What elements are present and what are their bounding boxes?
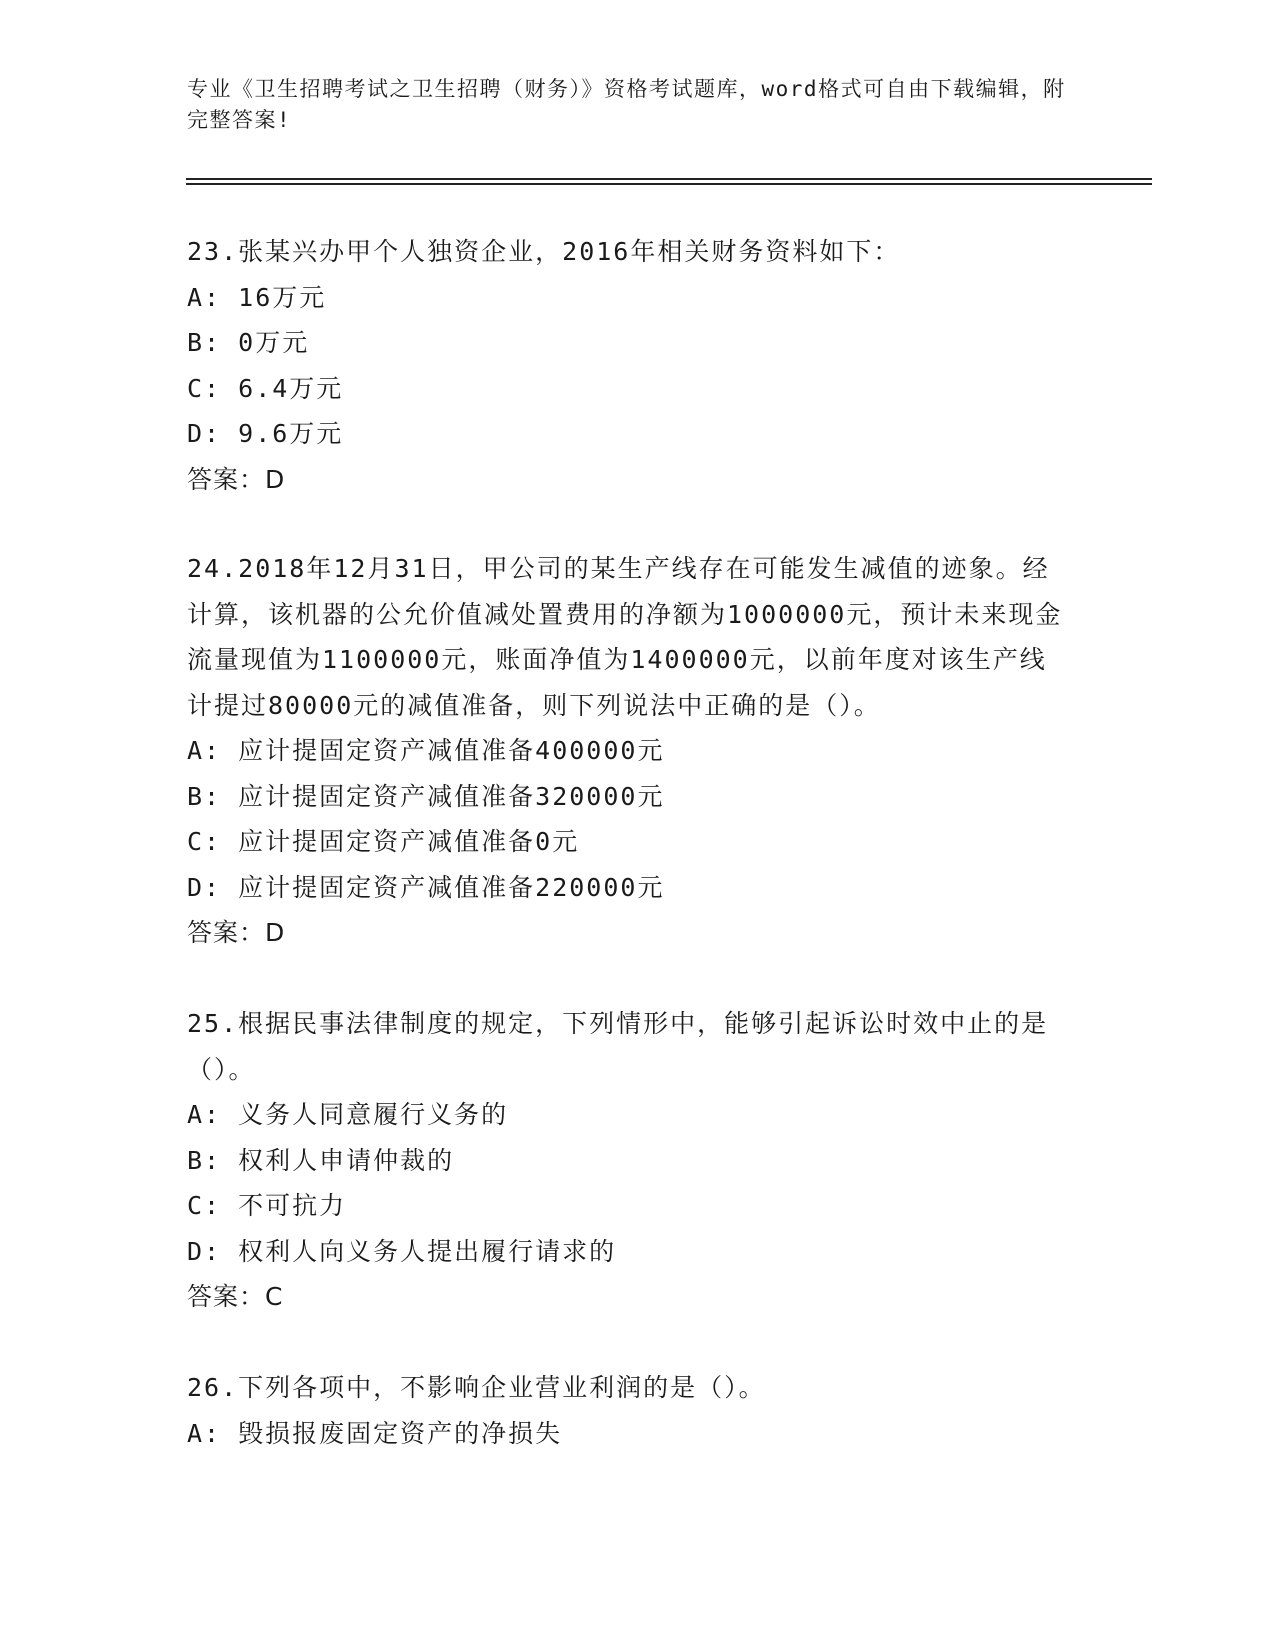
question-23	[187, 229, 1087, 502]
header-divider-top	[186, 178, 1152, 180]
option-c: C: 不可抗力	[187, 1191, 347, 1220]
question-26	[187, 1365, 1087, 1456]
option-c: C: 应计提固定资产减值准备0元	[187, 827, 580, 856]
option-c: C: 6.4万元	[187, 373, 344, 403]
option-a: A: 毁损报废固定资产的净损失	[187, 1418, 563, 1448]
option-d: D: 权利人向义务人提出履行请求的	[187, 1236, 617, 1266]
option-a: A: 义务人同意履行义务的	[187, 1100, 509, 1129]
option-b: B: 应计提固定资产减值准备320000元	[187, 781, 665, 811]
option-b: B: 权利人申请仲裁的	[187, 1145, 455, 1175]
document-header: 专业《卫生招聘考试之卫生招聘（财务）》资格考试题库，word格式可自由下载编辑，附完整答案!	[187, 77, 1066, 132]
option-a: A: 16万元	[187, 282, 327, 312]
question-24	[187, 546, 1067, 956]
question-stem: 23.张某兴办甲个人独资企业，2016年相关财务资料如下：	[187, 237, 901, 266]
option-d: D: 应计提固定资产减值准备220000元	[187, 872, 665, 902]
header-divider-bottom	[186, 183, 1152, 185]
question-stem: 25.根据民事法律制度的规定，下列情形中，能够引起诉讼时效中止的是（）。	[187, 1009, 1049, 1084]
question-25	[187, 1001, 1067, 1320]
answer-label: 答案：D	[187, 464, 286, 494]
question-stem: 26.下列各项中，不影响企业营业利润的是（）。	[187, 1373, 766, 1402]
answer-label: 答案：C	[187, 1282, 284, 1311]
question-stem: 24.2018年12月31日，甲公司的某生产线存在可能发生减值的迹象。经计算，该机器的公允价值减处置费用的净额为1000000元，预计未来现金流量现值为1100000元，账面净值为1400000元，以前年度对该生产线计提过80000元的减值准备，则下列说法中正确的是（）。	[187, 554, 1063, 720]
option-b: B: 0万元	[187, 328, 310, 357]
option-a: A: 应计提固定资产减值准备400000元	[187, 736, 665, 765]
option-d: D: 9.6万元	[187, 419, 344, 448]
answer-label: 答案：D	[187, 918, 286, 947]
